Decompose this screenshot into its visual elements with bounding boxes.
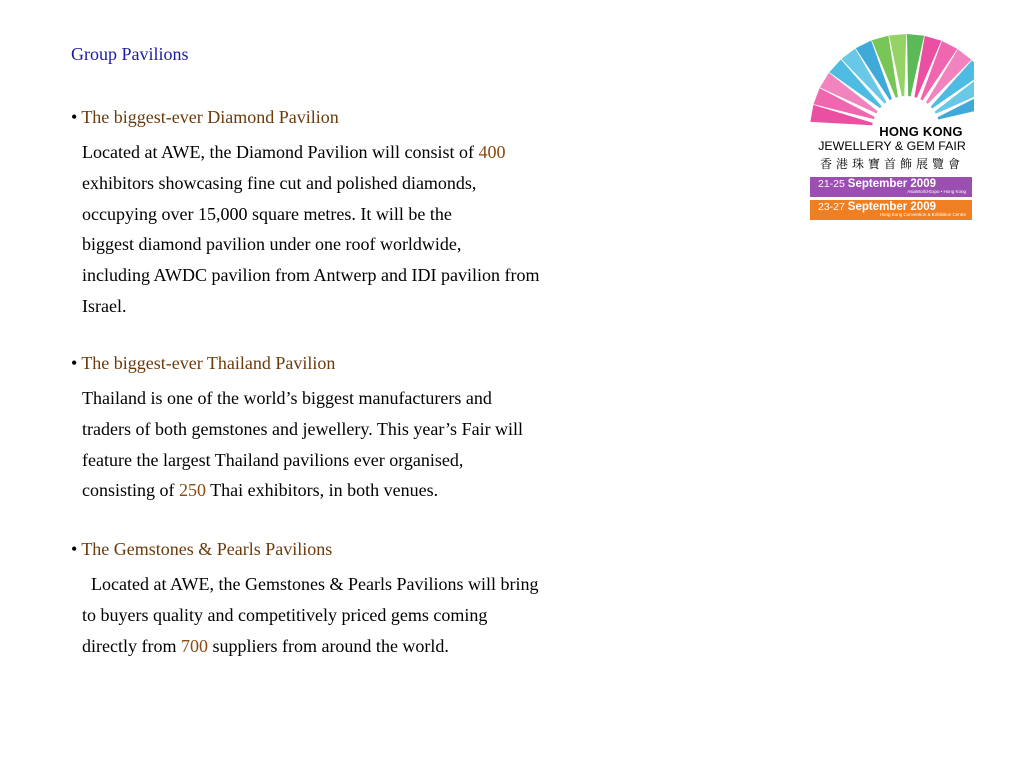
highlight-number: 700 [180, 635, 208, 656]
body-text: directly from [82, 635, 181, 656]
section-title [71, 538, 631, 560]
date-band-awe [810, 177, 972, 197]
band-date-range: 23-27 [818, 201, 845, 213]
section-title [71, 106, 631, 128]
section-title-text: The biggest-ever Diamond Pavilion [81, 107, 339, 127]
section-title-text: The biggest-ever Thailand Pavilion [81, 353, 336, 373]
fair-logo [810, 26, 974, 224]
highlight-number: 400 [478, 142, 506, 162]
date-band-hkcec [810, 200, 972, 220]
logo-chinese-name-text: 香港珠寶首飾展覽會 [819, 157, 964, 171]
section-gemstones-pearls-pavilions [71, 538, 631, 661]
bullet-glyph: • [71, 539, 78, 559]
section-title [71, 352, 631, 374]
body-line: traders of both gemstones and jewellery. This year’s Fair will [82, 418, 524, 439]
section-body [71, 383, 631, 506]
section-title-text: The Gemstones & Pearls Pavilions [81, 539, 333, 559]
body-line: including AWDC pavilion from Antwerp and IDI pavilion from [82, 265, 540, 286]
body-text: Located at AWE, the Diamond Pavilion will consist of [82, 142, 479, 162]
page-heading: Group Pavilions [71, 44, 189, 64]
bullet-glyph: • [71, 107, 78, 127]
logo-fair-name-text: JEWELLERY & GEM FAIR [818, 139, 966, 153]
band-date-range: 21-25 [818, 178, 845, 190]
body-line: Israel. [82, 295, 127, 316]
body-line: Thailand is one of the world’s biggest manufacturers and [82, 388, 492, 408]
band-month: September 2009 [847, 178, 936, 190]
body-line: Located at AWE, the Gemstones & Pearls Pavilions will bring [91, 574, 539, 594]
body-line [82, 475, 631, 506]
highlight-number: 250 [179, 480, 206, 501]
section-body [71, 137, 631, 322]
section-thailand-pavilion [71, 352, 631, 506]
band-month: September 2009 [847, 201, 936, 213]
section-diamond-pavilion [71, 106, 631, 322]
fan-rays-graphic [810, 26, 974, 126]
bullet-glyph: • [71, 353, 78, 373]
body-line [82, 137, 631, 168]
body-text: suppliers from around the world. [207, 635, 449, 656]
section-body [71, 569, 631, 661]
body-line: biggest diamond pavilion under one roof worldwide, [82, 234, 462, 255]
body-text: consisting of [82, 480, 179, 501]
body-line [82, 631, 631, 662]
body-text: Thai exhibitors, in both venues. [206, 480, 439, 501]
body-line: occupying over 15,000 square metres. It will be the [82, 203, 452, 224]
band-venue-text: Hong Kong Convention & Exhibition Centre [879, 212, 966, 217]
logo-hong-kong-text: HONG KONG [879, 124, 963, 139]
body-line: exhibitors showcasing fine cut and polished diamonds, [82, 172, 477, 193]
body-line: feature the largest Thailand pavilions ever organised, [82, 449, 464, 470]
body-line: to buyers quality and competitively priced gems coming [82, 604, 488, 625]
band-venue-text: AsiaWorld-Expo • Hong Kong [907, 189, 966, 194]
